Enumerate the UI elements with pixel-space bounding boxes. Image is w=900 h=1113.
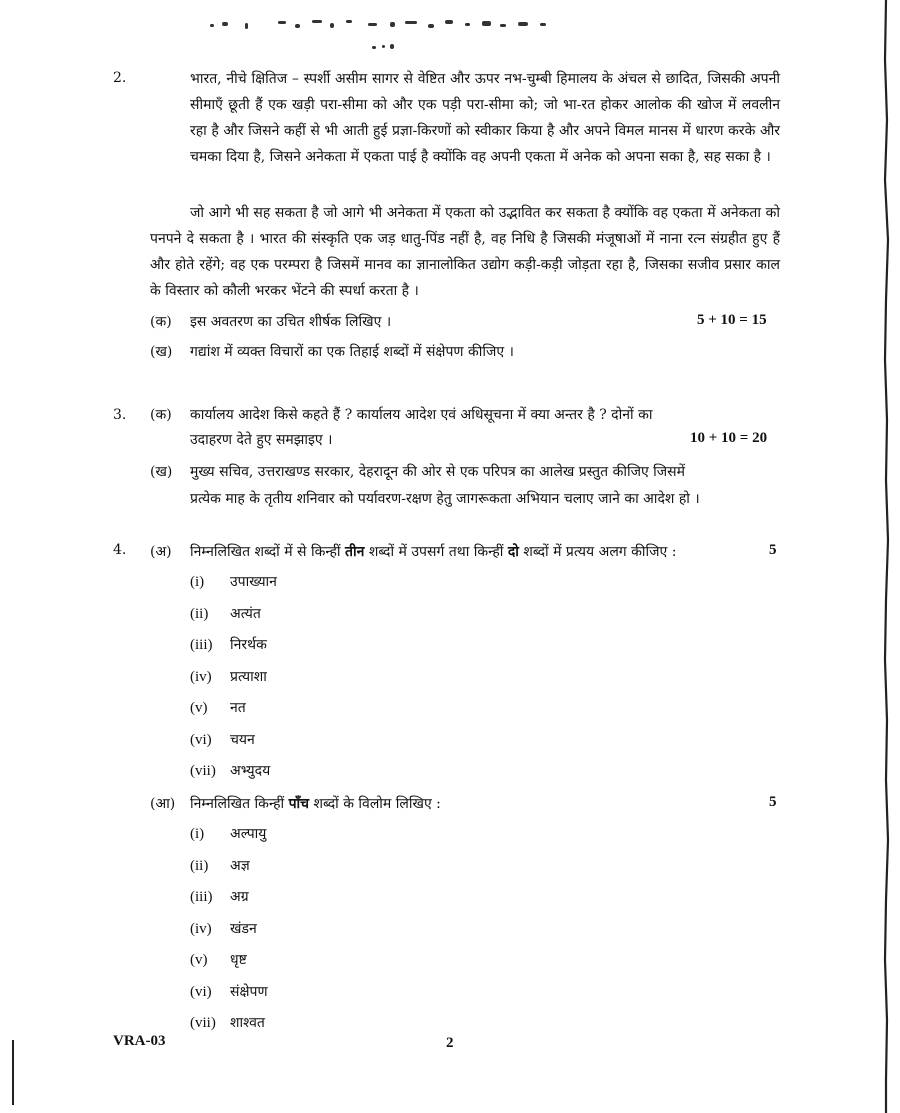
sub-label: (क) xyxy=(150,407,172,423)
list-item xyxy=(190,887,249,906)
sub-question-text: निम्नलिखित शब्दों में से किन्हीं तीन शब्दों में उपसर्ग तथा किन्हीं दो शब्दों में प्रत्यय अलग कीजिए : xyxy=(190,544,677,560)
question-number: 2. xyxy=(113,70,127,86)
item-word: चयन xyxy=(230,731,255,748)
item-word: शाश्वत xyxy=(230,1015,265,1031)
item-numeral: (iii) xyxy=(190,637,213,653)
item-word: निरर्थक xyxy=(230,637,267,653)
list-item xyxy=(190,667,267,686)
item-word: उपाख्यान xyxy=(230,574,277,590)
item-numeral: (iii) xyxy=(190,889,213,905)
item-word: नत xyxy=(230,700,246,716)
item-numeral: (ii) xyxy=(190,605,209,622)
marks: 5 + 10 = 15 xyxy=(697,312,767,328)
list-item xyxy=(190,856,250,875)
marks: 5 xyxy=(769,542,777,558)
list-item xyxy=(190,982,268,1001)
scan-noise xyxy=(200,18,570,58)
list-item xyxy=(190,761,270,780)
list-item xyxy=(190,919,257,938)
list-item xyxy=(190,635,267,654)
item-word: अभ्युदय xyxy=(230,763,271,779)
item-word: अल्पायु xyxy=(230,826,267,842)
question-number: 3. xyxy=(113,407,127,423)
item-numeral: (i) xyxy=(190,574,205,590)
sub-label: (ख) xyxy=(150,464,173,480)
item-word: संक्षेपण xyxy=(230,983,268,1000)
sub-label: (क) xyxy=(150,314,172,330)
list-item xyxy=(190,730,255,749)
passage-paragraph-1: भारत, नीचे क्षितिज – स्पर्शी असीम सागर से वेष्टित और ऊपर नभ-चुम्बी हिमालय के अंचल से छादित, जिसकी अपनी सीमाएँ छूती हैं एक खड़ी परा-सीमा को और एक पड़ी परा-सीमा को; जो भा-रत होकर आलोक की खोज में लवलीन रहा है और जिसने कहीं से भी आती हुई प्रज्ञा-किरणों को स्वीकार किया है और अपने विमल मानस में धारण करके और चमका दिया है, जिसने अनेकता में एकता पाई है क्योंकि वह अपनी एकता में अनेक को अपना सका है, सह सका है । xyxy=(190,71,780,165)
sub-question-text: मुख्य सचिव, उत्तराखण्ड सरकार, देहरादून की ओर से एक परिपत्र का आलेख प्रस्तुत कीजिए जिसमें xyxy=(190,464,686,480)
scan-edge xyxy=(880,0,892,1113)
sub-question-text: निम्नलिखित किन्हीं पाँच शब्दों के विलोम लिखिए : xyxy=(190,796,441,812)
item-numeral: (vii) xyxy=(190,1015,216,1031)
marks: 10 + 10 = 20 xyxy=(690,430,768,446)
item-word: खंडन xyxy=(230,920,257,937)
sub-question-text: गद्यांश में व्यक्त विचारों का एक तिहाई शब्दों में संक्षेपण कीजिए । xyxy=(190,344,514,360)
item-numeral: (v) xyxy=(190,952,208,968)
marks: 5 xyxy=(769,794,777,810)
item-numeral: (vii) xyxy=(190,763,216,779)
item-numeral: (v) xyxy=(190,700,208,716)
sub-label: (आ) xyxy=(150,796,176,812)
list-item xyxy=(190,572,277,591)
item-numeral: (i) xyxy=(190,826,205,842)
item-word: अत्यंत xyxy=(230,605,261,622)
item-numeral: (vi) xyxy=(190,731,212,748)
sub-question-text: कार्यालय आदेश किसे कहते हैं ? कार्यालय आदेश एवं अधिसूचना में क्या अन्तर है ? दोनों का xyxy=(190,407,653,423)
sub-question-text: उदाहरण देते हुए समझाइए । xyxy=(190,432,333,448)
sub-label: (ख) xyxy=(150,344,173,360)
list-item xyxy=(190,1013,265,1032)
sub-label: (अ) xyxy=(150,544,172,560)
item-word: प्रत्याशा xyxy=(230,668,267,685)
item-numeral: (iv) xyxy=(190,920,212,937)
list-item xyxy=(190,604,261,623)
list-item xyxy=(190,950,247,969)
list-item xyxy=(190,824,266,843)
passage-paragraph-2: जो आगे भी सह सकता है जो आगे भी अनेकता में एकता को उद्भावित कर सकता है क्योंकि वह एकता में अनेकता को पनपने दे सकता है । भारत की संस्कृति एक जड़ धातु-पिंड नहीं है, वह निधि है जिसकी मंजूषाओं में नाना रत्न संग्रहीत हुए हैं और होते रहेंगे; वह एक परम्परा है जिसमें मानव का ज्ञानालोकित उद्योग कड़ी-कड़ी जोड़ता रहा है, जिसका सजीव प्रसार काल के विस्तार को कौली भरकर भेंटने की स्पर्धा करता है । xyxy=(150,205,780,299)
item-numeral: (vi) xyxy=(190,983,212,1000)
item-numeral: (iv) xyxy=(190,668,212,685)
scan-edge-left xyxy=(12,1040,14,1105)
item-numeral: (ii) xyxy=(190,857,209,874)
item-word: अग्र xyxy=(230,889,249,905)
paper-code: VRA-03 xyxy=(113,1033,166,1049)
item-word: अज्ञ xyxy=(230,857,250,874)
sub-question-text: प्रत्येक माह के तृतीय शनिवार को पर्यावरण-रक्षण हेतु जागरूकता अभियान चलाए जाने का आदेश हो । xyxy=(190,491,700,507)
sub-question-text: इस अवतरण का उचित शीर्षक लिखिए । xyxy=(190,314,392,330)
item-word: धृष्ट xyxy=(230,952,247,968)
list-item xyxy=(190,698,246,717)
page-number: 2 xyxy=(446,1035,454,1051)
question-number: 4. xyxy=(113,542,127,558)
